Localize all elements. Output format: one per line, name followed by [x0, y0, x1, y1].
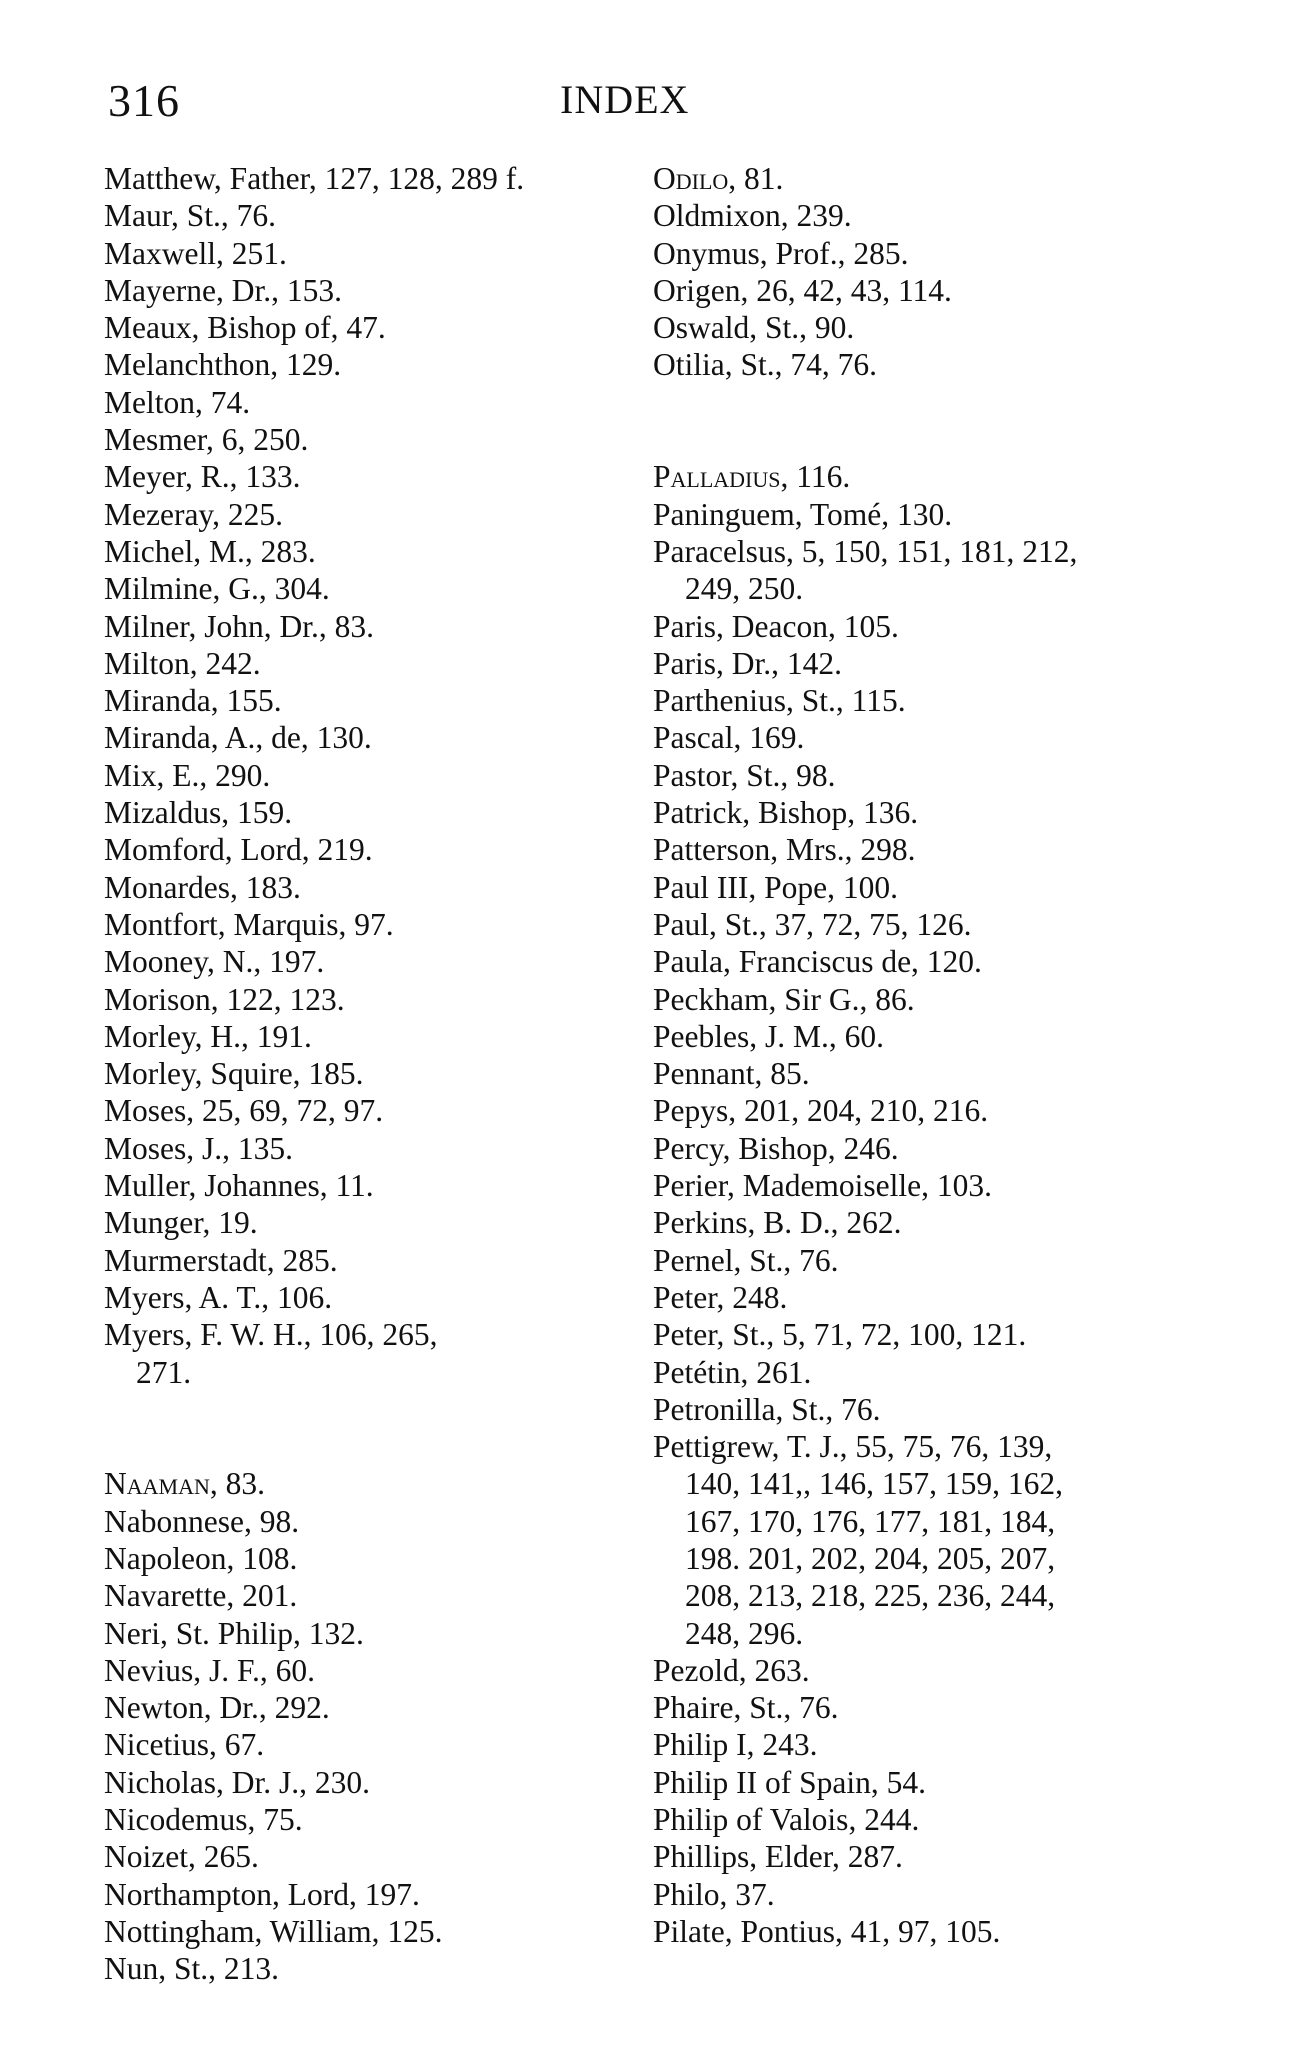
index-entry: Mix, E., 290.: [104, 757, 271, 793]
index-entry: Melanchthon, 129.: [104, 347, 342, 383]
index-entry: Philip I, 243.: [653, 1727, 818, 1763]
index-entry: Meaux, Bishop of, 47.: [104, 310, 386, 346]
index-entry: Mezeray, 225.: [104, 496, 284, 532]
index-entry: Perier, Mademoiselle, 103.: [653, 1168, 993, 1204]
index-section-p: [653, 496, 1173, 1951]
index-entry: Navarette, 201.: [104, 1578, 298, 1614]
index-entry: Northampton, Lord, 197.: [104, 1876, 420, 1912]
index-entry: Montfort, Marquis, 97.: [104, 906, 394, 942]
index-entry: Percy, Bishop, 246.: [653, 1130, 899, 1166]
index-entry-naaman: [104, 1465, 624, 1502]
index-entry: Peckham, Sir G., 86.: [653, 981, 915, 1017]
index-entry-continuation: 208, 213, 218, 225, 236, 244,: [685, 1578, 1056, 1614]
index-entry: Morley, Squire, 185.: [104, 1056, 364, 1092]
index-entry-continuation: 167, 170, 176, 177, 181, 184,: [685, 1503, 1056, 1539]
index-entry: Monardes, 183.: [104, 869, 301, 905]
index-section-m: [104, 160, 624, 1391]
index-entry: Phaire, St., 76.: [653, 1690, 839, 1726]
section-head-word: Naaman: [104, 1466, 210, 1502]
index-entry: Meyer, R., 133.: [104, 459, 301, 495]
index-entry: Onymus, Prof., 285.: [653, 235, 909, 271]
index-entry: Noizet, 265.: [104, 1839, 259, 1875]
index-entry: Paul, St., 37, 72, 75, 126.: [653, 906, 972, 942]
index-entry: Paul III, Pope, 100.: [653, 869, 898, 905]
index-entry: Oldmixon, 239.: [653, 198, 852, 234]
index-entry: Origen, 26, 42, 43, 114.: [653, 272, 952, 308]
section-head-rest: , 83.: [209, 1466, 265, 1502]
index-column-left: [104, 160, 624, 1988]
index-entry: Milner, John, Dr., 83.: [104, 608, 374, 644]
index-entry: Morison, 122, 123.: [104, 981, 345, 1017]
index-entry: Matthew, Father, 127, 128, 289 f.: [104, 161, 525, 196]
index-entry: Mesmer, 6, 250.: [104, 422, 309, 458]
index-entry: Paninguem, Tomé, 130.: [653, 496, 953, 532]
section-head-rest: , 81.: [728, 161, 784, 196]
index-entry: Miranda, A., de, 130.: [104, 720, 372, 756]
index-entry: Pilate, Pontius, 41, 97, 105.: [653, 1913, 1001, 1949]
page-number: 316: [108, 75, 180, 126]
index-entry: Moses, J., 135.: [104, 1130, 294, 1166]
index-section-o: [653, 197, 1173, 383]
index-entry: Maur, St., 76.: [104, 198, 276, 234]
index-entry: Newton, Dr., 292.: [104, 1690, 330, 1726]
index-entry-odilo: [653, 160, 1173, 197]
index-entry: Pennant, 85.: [653, 1056, 810, 1092]
index-entry: Pettigrew, T. J., 55, 75, 76, 139,: [653, 1429, 1053, 1465]
index-entry-continuation: 140, 141,, 146, 157, 159, 162,: [685, 1466, 1063, 1502]
index-entry: Philo, 37.: [653, 1876, 775, 1912]
index-entry: Napoleon, 108.: [104, 1540, 298, 1576]
index-entry: Nicholas, Dr. J., 230.: [104, 1764, 370, 1800]
index-entry-continuation: 248, 296.: [685, 1615, 804, 1651]
index-entry: Nicetius, 67.: [104, 1727, 265, 1763]
index-entry: Morley, H., 191.: [104, 1018, 312, 1054]
index-entry: Muller, Johannes, 11.: [104, 1168, 374, 1204]
section-spacer: [104, 1391, 624, 1466]
index-entry: Petronilla, St., 76.: [653, 1391, 881, 1427]
index-entry: Philip II of Spain, 54.: [653, 1764, 926, 1800]
index-entry: Myers, A. T., 106.: [104, 1279, 333, 1315]
index-entry-continuation: 198. 201, 202, 204, 205, 207,: [685, 1540, 1056, 1576]
index-entry: Nottingham, William, 125.: [104, 1913, 443, 1949]
index-entry: Paracelsus, 5, 150, 151, 181, 212,: [653, 533, 1078, 569]
index-entry: Nun, St., 213.: [104, 1951, 280, 1987]
index-entry: Paris, Dr., 142.: [653, 645, 842, 681]
section-head-word: Odilo: [653, 161, 729, 196]
section-spacer: [653, 384, 1173, 459]
index-entry: Murmerstadt, 285.: [104, 1242, 338, 1278]
index-section-n: [104, 1503, 624, 1988]
section-head-rest: , 116.: [780, 459, 851, 495]
index-entry: Philip of Valois, 244.: [653, 1802, 920, 1838]
index-entry: Mayerne, Dr., 153.: [104, 272, 342, 308]
index-entry: Nabonnese, 98.: [104, 1503, 300, 1539]
index-entry: Oswald, St., 90.: [653, 310, 855, 346]
index-entry: Paula, Franciscus de, 120.: [653, 944, 982, 980]
index-entry: Michel, M., 283.: [104, 533, 316, 569]
index-entry: Otilia, St., 74, 76.: [653, 347, 878, 383]
index-entry: Paris, Deacon, 105.: [653, 608, 899, 644]
index-entry: Pastor, St., 98.: [653, 757, 836, 793]
index-entry: Pezold, 263.: [653, 1652, 810, 1688]
index-column-right: [653, 160, 1173, 1950]
index-entry: Momford, Lord, 219.: [104, 832, 373, 868]
index-entry: Pepys, 201, 204, 210, 216.: [653, 1093, 989, 1129]
index-entry: Peebles, J. M., 60.: [653, 1018, 884, 1054]
index-entry: Nicodemus, 75.: [104, 1802, 303, 1838]
index-entry: Phillips, Elder, 287.: [653, 1839, 903, 1875]
index-entry: Neri, St. Philip, 132.: [104, 1615, 364, 1651]
index-entry: Melton, 74.: [104, 384, 251, 420]
index-entry: Moses, 25, 69, 72, 97.: [104, 1093, 384, 1129]
index-entry-continuation: 249, 250.: [685, 571, 804, 607]
index-entry: Pascal, 169.: [653, 720, 805, 756]
index-entry: Pernel, St., 76.: [653, 1242, 839, 1278]
index-entry: Mizaldus, 159.: [104, 795, 293, 831]
index-entry: Mooney, N., 197.: [104, 944, 325, 980]
index-entry: Petétin, 261.: [653, 1354, 812, 1390]
index-entry-palladius: [653, 458, 1173, 495]
index-entry: Parthenius, St., 115.: [653, 683, 906, 719]
index-entry: Perkins, B. D., 262.: [653, 1205, 902, 1241]
index-entry: Patterson, Mrs., 298.: [653, 832, 916, 868]
index-entry: Peter, St., 5, 71, 72, 100, 121.: [653, 1317, 1027, 1353]
index-entry-continuation: 271.: [136, 1354, 192, 1390]
index-entry: Miranda, 155.: [104, 683, 282, 719]
index-entry: Myers, F. W. H., 106, 265,: [104, 1317, 438, 1353]
index-entry: Maxwell, 251.: [104, 235, 287, 271]
index-entry: Milton, 242.: [104, 645, 261, 681]
index-entry: Peter, 248.: [653, 1279, 788, 1315]
running-head: INDEX: [560, 77, 690, 122]
index-entry: Nevius, J. F., 60.: [104, 1652, 315, 1688]
index-entry: Milmine, G., 304.: [104, 571, 330, 607]
section-head-word: Palladius: [653, 459, 781, 495]
index-entry: Munger, 19.: [104, 1205, 258, 1241]
index-entry: Patrick, Bishop, 136.: [653, 795, 919, 831]
